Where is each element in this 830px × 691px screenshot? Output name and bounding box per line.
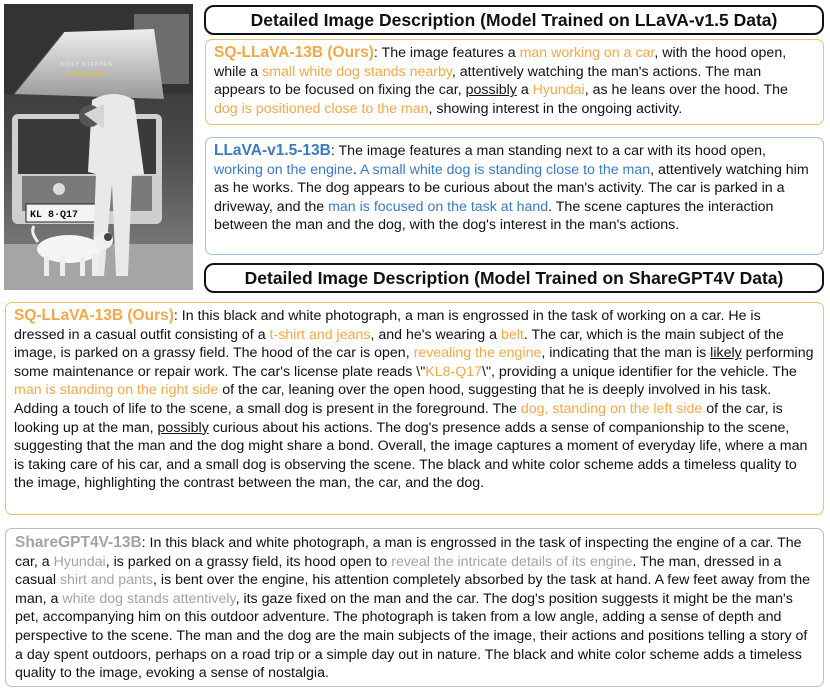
- sharegpt4v-description-box: [5, 528, 824, 687]
- model-name: SQ-LLaVA-13B (Ours): [214, 44, 374, 61]
- llava-v15-description-box: [205, 137, 824, 255]
- sq-llava-sharegpt-description-box: [5, 302, 824, 515]
- text: curious about his actions. The dog's presence adds a sense of companionship to the scene, suggesting that the man and the dog might share a bond. Overall, the image captures a moment of everyday life, where a man is taking care of his car, and a small dog is observing the scene. The black and white color scheme adds a timeless quality to the image, highlighting the contrast between the man, the car, and the dog.: [14, 419, 808, 492]
- highlight: revealing the engine: [413, 345, 542, 362]
- text: The image features a: [377, 45, 520, 61]
- highlight: dog is positioned close to the man: [214, 100, 429, 117]
- text: In this black and white photograph, a man is engrossed in the task of inspecting the engine of a car. The car, a: [15, 535, 802, 570]
- highlight: Hyundai: [53, 553, 106, 570]
- text: . The man, dressed in a casual: [15, 553, 782, 589]
- highlight: dog, standing on the left side: [520, 400, 703, 417]
- model-name: LLaVA-v1.5-13B: [214, 142, 331, 159]
- underlined-word: possibly: [157, 419, 209, 436]
- highlight: shirt and pants: [59, 572, 154, 589]
- highlight: KL8-Q17: [425, 363, 483, 380]
- text: , its gaze fixed on the man and the car. The dog's position suggests it might be the man's pet, accompanying him on this outdoor adventure. The photograph is taken from a low angle, adding a sense of depth and perspective to the scene. The man and the dog are the main subjects of the image, their actions and positions telling a story of a day spent outdoors, perhaps on a road trip or a simple day out in nature. The black and white color scheme adds a timeless quality to the image, evoking a sense of nostalgia.: [15, 590, 808, 682]
- license-plate-text: KL 8·Q17: [30, 210, 79, 221]
- text: The image features a man standing next to a car with its hood open,: [334, 143, 766, 159]
- text: . The car, which is the main subject of the image, is parked on a grassy field. The hood of the car is open,: [14, 326, 784, 362]
- text: , with the hood open, while a: [214, 45, 787, 80]
- highlight: Hyundai: [532, 82, 585, 99]
- text: , and he's wearing a: [370, 326, 501, 343]
- text: , is bent over the engine, his attention completely absorbed by the task at hand. A few feet away from the man, a: [15, 572, 810, 607]
- highlight: working on the engine: [214, 161, 353, 178]
- text: of the car, leaning over the open hood, suggesting that he is deeply involved in his task. Adding a touch of life to the scene, a small dog is present in the foreground. The: [14, 382, 772, 417]
- underlined-word: possibly: [465, 82, 517, 99]
- watermark-line1: NIKKY STEPHEN: [60, 62, 113, 68]
- model-colon: :: [330, 143, 335, 159]
- highlight: reveal the intricate details of its engine: [391, 553, 633, 570]
- highlight: man working on a car: [519, 45, 655, 61]
- model-name: ShareGPT4V-13B: [15, 534, 142, 551]
- text: , showing interest in the ongoing activity.: [428, 100, 683, 117]
- underlined-word: likely: [710, 345, 742, 362]
- sq-llava-llava-description-box: [205, 39, 824, 125]
- text: In this black and white photograph, a man is engrossed in the task of working on a car. He is dressed in a casual outfit consisting of a: [14, 308, 761, 343]
- model-colon: :: [141, 535, 146, 551]
- header-llava-data: [204, 5, 824, 35]
- text: , attentively watching him as he works. The dog appears to be curious about the man's activity. The car is parked in a driveway, and the: [214, 161, 809, 215]
- model-colon: :: [173, 308, 178, 324]
- highlight: t-shirt and jeans: [269, 326, 371, 343]
- text: .: [352, 161, 360, 178]
- highlight: man is focused on the task at hand: [328, 198, 549, 215]
- highlight: belt: [500, 326, 524, 343]
- header-sharegpt-data: [204, 263, 824, 293]
- text: a: [516, 82, 533, 99]
- watermark-line2: photography: [66, 71, 105, 78]
- highlight: white dog stands attentively: [62, 590, 236, 607]
- header-sharegpt-text: Detailed Image Description (Model Trained on ShareGPT4V Data): [244, 268, 784, 288]
- highlight: small white dog stands nearby: [262, 63, 452, 80]
- text: , attentively watching the man's actions. The man appears to be focused on fixing the car,: [214, 63, 762, 99]
- text: , indicating that the man is: [541, 345, 711, 362]
- text: , is parked on a grassy field, its hood open to: [105, 553, 392, 570]
- highlight: A small white dog is standing close to the man: [359, 161, 651, 178]
- text: of the car, is looking up at the man,: [14, 400, 783, 436]
- model-name: SQ-LLaVA-13B (Ours): [14, 307, 174, 324]
- text: . The scene captures the interaction between the man and the dog, with the dog's interest in the man's actions.: [214, 198, 774, 234]
- text: , as he leans over the hood. The: [584, 82, 788, 99]
- text: \", providing a unique identifier for the vehicle. The: [482, 363, 797, 380]
- highlight: man is standing on the right side: [14, 382, 219, 399]
- model-colon: :: [373, 45, 378, 61]
- photo-man-car-dog: [4, 4, 193, 290]
- header-llava-text: Detailed Image Description (Model Trained on LLaVA-v1.5 Data): [250, 10, 778, 30]
- text: performing some maintenance or repair work. The car's license plate reads \": [14, 345, 814, 380]
